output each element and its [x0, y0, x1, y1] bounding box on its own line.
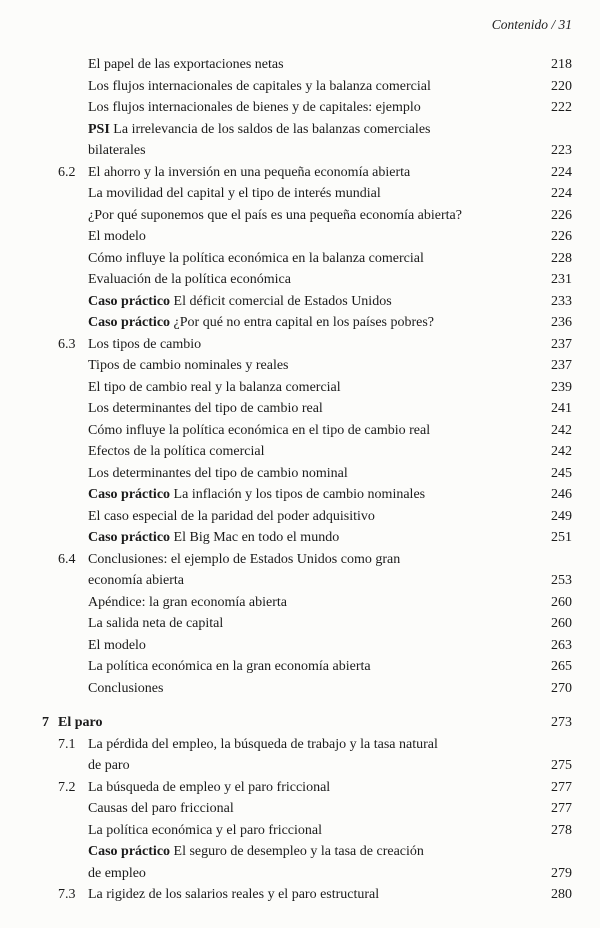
toc-row — [42, 269, 572, 291]
page-number: 220 — [551, 78, 572, 94]
toc-row — [42, 570, 572, 592]
entry-title: La política económica en la gran economía abierta — [88, 659, 371, 674]
toc-row — [42, 226, 572, 248]
entry-prefix: PSI — [88, 121, 114, 137]
entry-title: La rigidez de los salarios reales y el paro estructural — [88, 887, 380, 902]
page-header: Contenido / 31 — [491, 17, 572, 32]
page-number: 260 — [551, 616, 572, 631]
entry-title: de paro — [88, 758, 130, 773]
entry-title: Los determinantes del tipo de cambio real — [88, 401, 323, 416]
toc-row — [42, 863, 572, 885]
entry-title: Los flujos internacionales de capitales y la balanza comercial — [88, 78, 431, 94]
entry-prefix: Caso práctico — [88, 293, 174, 309]
entry-title: bilaterales — [88, 143, 146, 158]
entry-prefix: Caso práctico — [88, 844, 174, 859]
entry-title: La movilidad del capital y el tipo de interés mundial — [88, 186, 381, 201]
toc-row — [42, 183, 572, 205]
toc-row — [42, 678, 572, 700]
entry-prefix: Caso práctico — [88, 530, 174, 545]
entry-prefix: Caso práctico — [88, 487, 174, 502]
toc-row — [42, 355, 572, 377]
toc-row — [42, 312, 572, 334]
toc-row — [42, 420, 572, 442]
page-number: 226 — [551, 207, 572, 223]
toc-row — [42, 613, 572, 635]
toc-row — [42, 712, 572, 734]
toc-row — [42, 162, 572, 184]
entry-title: economía abierta — [88, 573, 185, 588]
entry-title: Conclusiones: el ejemplo de Estados Unidos como gran — [88, 551, 401, 567]
entry-title: La política económica y el paro friccional — [88, 822, 323, 838]
page-number: 275 — [551, 758, 572, 773]
entry-title: Causas del paro friccional — [88, 801, 234, 816]
toc-row — [42, 506, 572, 528]
page-number: 228 — [551, 250, 572, 266]
page-number: 242 — [551, 444, 572, 459]
entry-title: Los tipos de cambio — [88, 336, 202, 352]
entry-title: Cómo influye la política económica en el tipo de cambio real — [88, 422, 431, 438]
toc-row — [42, 291, 572, 313]
page-number: 280 — [551, 887, 572, 902]
page-number: 223 — [551, 143, 572, 158]
toc-row — [42, 549, 572, 571]
page-number: 245 — [551, 465, 572, 481]
entry-title: Apéndice: la gran economía abierta — [88, 594, 288, 610]
toc-row — [42, 820, 572, 842]
page-number: 277 — [551, 801, 572, 816]
toc-row — [42, 441, 572, 463]
toc-row — [42, 248, 572, 270]
entry-title: La salida neta de capital — [88, 616, 224, 631]
toc-row — [42, 205, 572, 227]
toc-row — [42, 97, 572, 119]
entry-title: Conclusiones — [88, 680, 164, 696]
toc-row — [42, 54, 572, 76]
page-number: 237 — [551, 336, 572, 352]
toc-row — [42, 777, 572, 799]
entry-title: Los determinantes del tipo de cambio nominal — [88, 465, 348, 481]
entry-title: Caso práctico La inflación y los tipos de cambio nominales — [88, 487, 426, 502]
entry-title: Caso práctico ¿Por qué no entra capital en los países pobres? — [88, 315, 435, 330]
entry-title: Tipos de cambio nominales y reales — [88, 358, 289, 373]
page-number: 242 — [551, 422, 572, 438]
toc-row — [42, 484, 572, 506]
toc-row — [42, 656, 572, 678]
section-number: 7 — [42, 715, 49, 730]
entry-title: El paro — [58, 715, 103, 730]
entry-title: Caso práctico El seguro de desempleo y la tasa de creación — [88, 844, 424, 859]
page-number: 263 — [551, 637, 572, 653]
entry-title: El modelo — [88, 637, 146, 653]
toc-row — [42, 334, 572, 356]
toc-row — [42, 377, 572, 399]
page-number: 236 — [551, 315, 572, 330]
page-number: 233 — [551, 293, 572, 309]
page-number: 222 — [551, 100, 572, 115]
page-number: 241 — [551, 401, 572, 416]
page-number: 237 — [551, 358, 572, 373]
entry-title: Los flujos internacionales de bienes y de capitales: ejemplo — [88, 100, 421, 115]
entry-title: PSI La irrelevancia de los saldos de las balanzas comerciales — [88, 121, 431, 137]
toc-row — [42, 140, 572, 162]
page-number: 251 — [551, 530, 572, 545]
toc-row — [42, 463, 572, 485]
toc-row — [42, 527, 572, 549]
entry-title: ¿Por qué suponemos que el país es una pequeña economía abierta? — [88, 207, 462, 223]
section-number: 7.3 — [58, 887, 76, 902]
entry-title: de empleo — [88, 865, 146, 881]
page-number: 279 — [551, 865, 572, 881]
toc-row — [42, 841, 572, 863]
entry-title: Caso práctico El déficit comercial de Estados Unidos — [88, 293, 392, 309]
entry-title: El caso especial de la paridad del poder adquisitivo — [88, 508, 375, 524]
page-number: 239 — [551, 379, 572, 395]
entry-title: El ahorro y la inversión en una pequeña economía abierta — [88, 164, 411, 180]
page-number: 260 — [551, 594, 572, 610]
page-number: 249 — [551, 508, 572, 524]
entry-title: El tipo de cambio real y la balanza comercial — [88, 379, 341, 395]
entry-title: Caso práctico El Big Mac en todo el mundo — [88, 530, 340, 545]
toc-row — [42, 884, 572, 906]
toc-row — [42, 398, 572, 420]
section-number: 6.3 — [58, 336, 76, 352]
section-number: 6.2 — [58, 164, 76, 180]
toc-row — [42, 119, 572, 141]
page-number: 226 — [551, 229, 572, 244]
section-number: 6.4 — [58, 551, 76, 567]
page-number: 224 — [551, 186, 572, 201]
entry-prefix: Caso práctico — [88, 315, 174, 330]
section-number: 7.2 — [58, 779, 76, 795]
toc-row — [42, 635, 572, 657]
section-number: 7.1 — [58, 736, 76, 752]
page-number: 231 — [551, 272, 572, 287]
page-number: 273 — [551, 715, 572, 730]
toc-row — [42, 798, 572, 820]
entry-title: El papel de las exportaciones netas — [88, 57, 284, 72]
entry-title: Cómo influye la política económica en la balanza comercial — [88, 250, 424, 266]
toc-row — [42, 76, 572, 98]
toc-list — [42, 54, 572, 906]
entry-title: El modelo — [88, 229, 146, 244]
page-number: 265 — [551, 659, 572, 674]
page-number: 270 — [551, 680, 572, 696]
page-number: 224 — [551, 164, 572, 180]
page-number: 278 — [551, 822, 572, 838]
entry-title: Efectos de la política comercial — [88, 444, 265, 459]
page-number: 253 — [551, 573, 572, 588]
entry-title: La pérdida del empleo, la búsqueda de trabajo y la tasa natural — [88, 736, 438, 752]
page-number: 246 — [551, 487, 572, 502]
toc-row — [42, 592, 572, 614]
entry-title: La búsqueda de empleo y el paro friccional — [88, 779, 331, 795]
toc-row — [42, 755, 572, 777]
toc-row — [42, 734, 572, 756]
entry-title: Evaluación de la política económica — [88, 272, 291, 287]
page-number: 277 — [551, 779, 572, 795]
page-number: 218 — [551, 57, 572, 72]
